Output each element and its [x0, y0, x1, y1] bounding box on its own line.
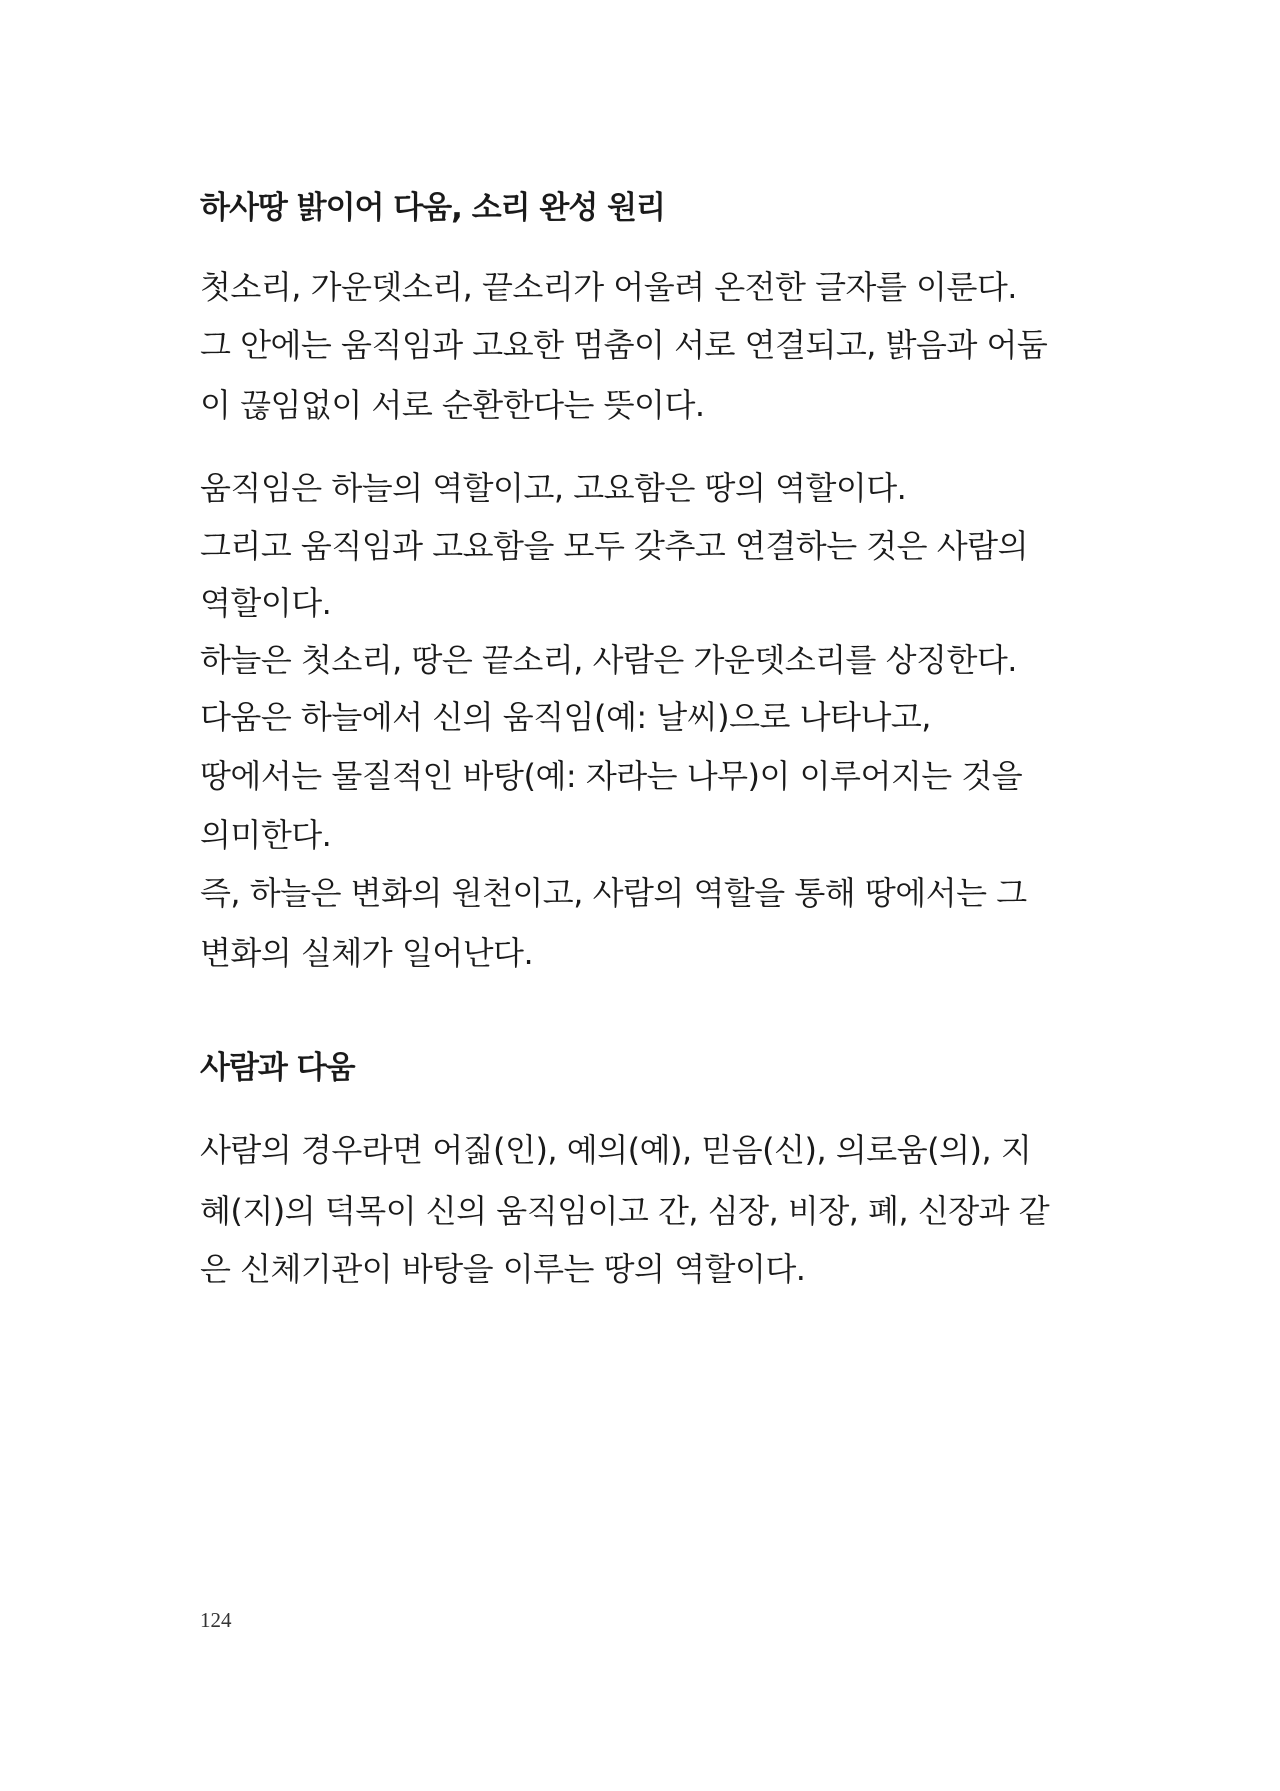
text-line: 이 끊임없이 서로 순환한다는 뜻이다. [200, 386, 705, 424]
page-number: 124 [200, 1608, 232, 1632]
text-line: 첫소리, 가운뎃소리, 끝소리가 어울려 온전한 글자를 이룬다. [200, 268, 1017, 306]
text-line: 사람의 경우라면 어짊(인), 예의(예), 믿음(신), 의로움(의), 지 [200, 1131, 1032, 1169]
text-line: 그리고 움직임과 고요함을 모두 갖추고 연결하는 것은 사람의 [200, 527, 1029, 565]
section-heading: 하사땅 밝이어 다움, 소리 완성 원리 [200, 190, 665, 226]
text-line: 다움은 하늘에서 신의 움직임(예: 날씨)으로 나타나고, [200, 698, 931, 736]
text-line: 역할이다. [200, 584, 332, 622]
text-line: 은 신체기관이 바탕을 이루는 땅의 역할이다. [200, 1250, 806, 1288]
text-line: 움직임은 하늘의 역할이고, 고요함은 땅의 역할이다. [200, 469, 907, 507]
text-line: 의미한다. [200, 816, 332, 854]
text-line: 변화의 실체가 일어난다. [200, 934, 534, 972]
text-line: 혜(지)의 덕목이 신의 움직임이고 간, 심장, 비장, 폐, 신장과 같 [200, 1192, 1050, 1230]
text-line: 즉, 하늘은 변화의 원천이고, 사람의 역할을 통해 땅에서는 그 [200, 874, 1027, 912]
section-heading: 사람과 다움 [200, 1050, 355, 1086]
text-line: 그 안에는 움직임과 고요한 멈춤이 서로 연결되고, 밝음과 어둠 [200, 326, 1048, 364]
text-line: 땅에서는 물질적인 바탕(예: 자라는 나무)이 이루어지는 것을 [200, 757, 1023, 795]
text-line: 하늘은 첫소리, 땅은 끝소리, 사람은 가운뎃소리를 상징한다. [200, 641, 1017, 679]
